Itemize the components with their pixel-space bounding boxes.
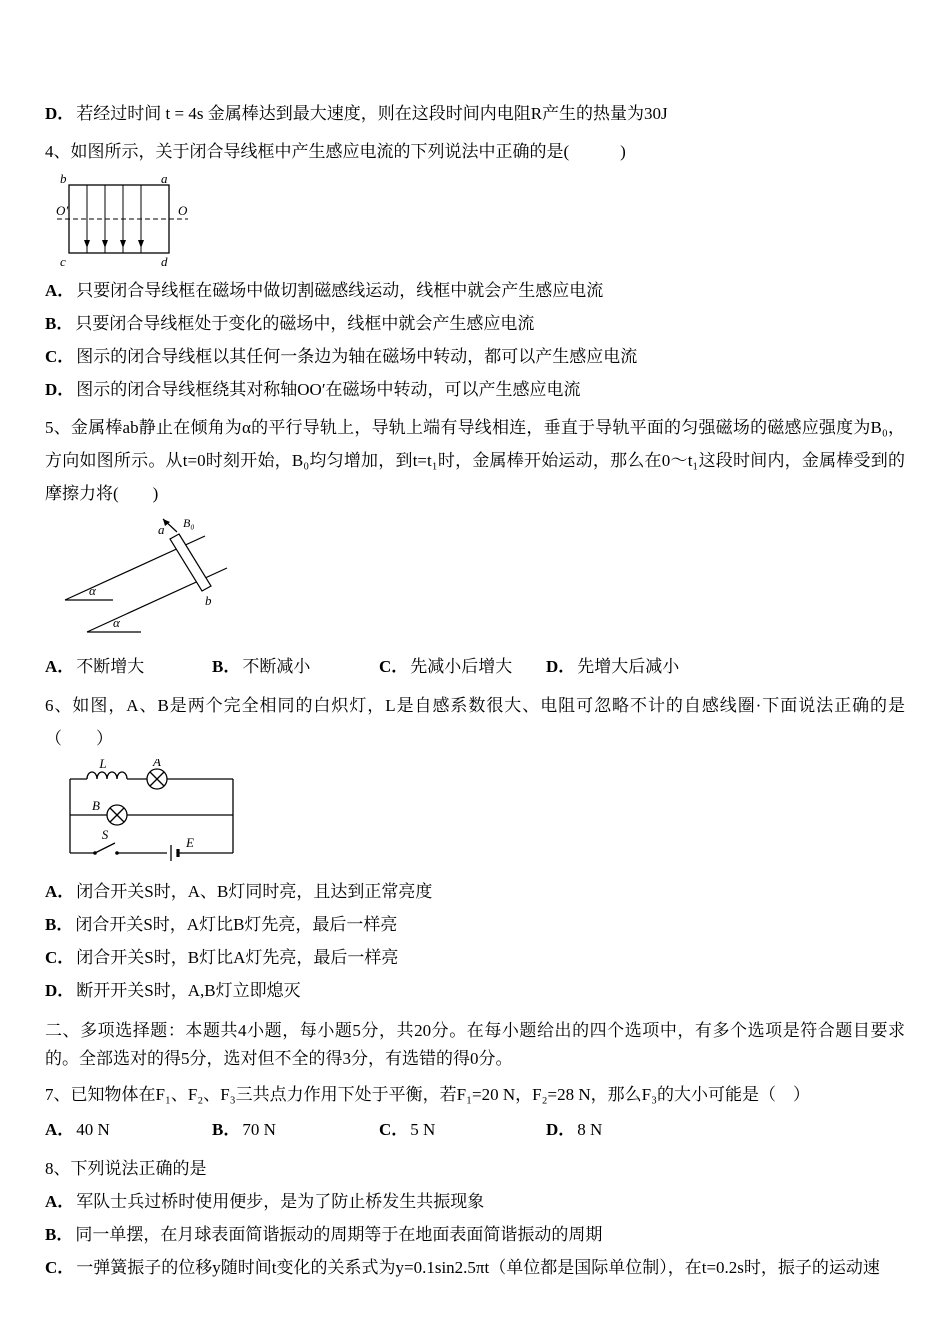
option-label: B． xyxy=(45,314,74,333)
corner-d-label: d xyxy=(161,254,168,268)
field-b0-label: B₀ xyxy=(183,516,195,530)
axis-left-label: O′ xyxy=(56,203,69,218)
inductor-symbol xyxy=(87,772,127,779)
q6-option-c: C． 闭合开关S时，B灯比A灯先亮，最后一样亮 xyxy=(45,948,399,967)
carry-option-d xyxy=(45,97,905,130)
q8-option-b: B． 同一单摆，在月球表面简谐振动的周期等于在地面表面简谐振动的周期 xyxy=(45,1225,603,1244)
q5-option-c: C． 先减小后增大 xyxy=(379,657,513,676)
q7-option-a: A． 40 N xyxy=(45,1120,110,1139)
q7-option-c: C． 5 N xyxy=(379,1120,436,1139)
q4-option-c xyxy=(45,340,905,373)
rod-end-a-label: a xyxy=(158,522,165,537)
q7-options xyxy=(45,1113,905,1147)
q6-stem: 6、如图，A、B是两个完全相同的白炽灯，L是自感系数很大、电阻可忽略不计的自感线圈·下面说法正确的是（ ） xyxy=(45,696,905,748)
axis-right-label: O xyxy=(178,203,188,218)
option-text: 只要闭合导线框处于变化的磁场中，线框中就会产生感应电流 xyxy=(75,314,535,333)
lamp-b-symbol xyxy=(107,805,127,825)
q5-option-d: D． 先增大后减小 xyxy=(546,657,680,676)
q5-option-a: A． 不断增大 xyxy=(45,657,145,676)
corner-b-label: b xyxy=(60,172,67,186)
option-label: D． xyxy=(45,104,75,123)
lamp-a-label: A xyxy=(153,759,161,769)
switch-s-label: S xyxy=(101,827,109,842)
q6-option-b: B． 闭合开关S时，A灯比B灯先亮，最后一样亮 xyxy=(45,915,398,934)
q8-option-c: C． 一弹簧振子的位移y随时间t变化的关系式为y=0.1sin2.5πt（单位都是国际单位制），在t=0.2s时，振子的运动速 xyxy=(45,1258,880,1277)
inductor-l-label: L xyxy=(99,759,107,771)
option-label: D． xyxy=(45,380,75,399)
corner-c-label: c xyxy=(60,254,66,268)
q7-option-d: D． 8 N xyxy=(546,1120,603,1139)
lamp-b-label: B xyxy=(92,798,100,813)
option-label: A． xyxy=(45,281,75,300)
rod-end-b-label: b xyxy=(205,593,212,608)
inclined-rail-diagram xyxy=(55,514,255,644)
angle-alpha-label-2: α xyxy=(113,615,120,630)
battery-e-label: E xyxy=(186,835,194,850)
q5-option-b: B． 不断减小 xyxy=(212,657,311,676)
lamp-a-symbol xyxy=(147,769,167,789)
wire-frame-diagram xyxy=(55,172,190,268)
switch-blade xyxy=(95,843,115,853)
circuit-diagram xyxy=(55,759,255,869)
corner-a-label: a xyxy=(161,172,168,186)
q4-option-d xyxy=(45,373,905,406)
q8-option-a: A． 军队士兵过桥时使用便步，是为了防止桥发生共振现象 xyxy=(45,1192,485,1211)
q7-option-b: B． 70 N xyxy=(212,1120,276,1139)
q4-stem: 4、如图所示，关于闭合导线框中产生感应电流的下列说法中正确的是( ) xyxy=(45,142,626,161)
option-text: 只要闭合导线框在磁场中做切割磁感线运动，线框中就会产生感应电流 xyxy=(76,281,604,300)
q4-option-b xyxy=(45,307,905,340)
option-text: 若经过时间 t = 4s 金属棒达到最大速度，则在这段时间内电阻R产生的热量为30J xyxy=(76,104,668,123)
section-2-header: 二、多项选择题：本题共4小题，每小题5分，共20分。在每小题给出的四个选项中，有多个选项是符合题目要求的。全部选对的得5分，选对但不全的得3分，有选错的得0分。 xyxy=(45,1021,905,1068)
angle-alpha-label-1: α xyxy=(89,583,96,598)
q5-stem: 5、金属棒ab静止在倾角为α的平行导轨上，导轨上端有导线相连，垂直于导轨平面的匀强磁场的磁感应强度为B₀，方向如图所示。从t=0时刻开始，B₀均匀增加，到t=t₁时，金属棒开始运动，那么在0～t₁这段时间内，金属棒受到的摩擦力将( ) xyxy=(45,418,905,503)
q5-options xyxy=(45,650,905,684)
q4-figure xyxy=(55,172,905,268)
q6-option-a: A． 闭合开关S时，A、B灯同时亮，且达到正常亮度 xyxy=(45,882,433,901)
q4-option-a xyxy=(45,274,905,307)
option-text: 图示的闭合导线框绕其对称轴OO′在磁场中转动，可以产生感应电流 xyxy=(76,380,581,399)
q7-stem: 7、已知物体在F₁、F₂、F₃三共点力作用下处于平衡，若F₁=20 N，F₂=28 N，那么F₃的大小可能是（ ） xyxy=(45,1085,811,1104)
switch-pivot-dot xyxy=(93,851,97,855)
option-label: C． xyxy=(45,347,75,366)
switch-contact-dot xyxy=(115,851,119,855)
q6-option-d: D． 断开开关S时，A,B灯立即熄灭 xyxy=(45,981,301,1000)
q6-figure xyxy=(55,759,905,869)
field-line-arrowheads xyxy=(84,240,144,248)
q5-figure xyxy=(55,514,905,644)
option-text: 图示的闭合导线框以其任何一条边为轴在磁场中转动，都可以产生感应电流 xyxy=(76,347,638,366)
q8-stem: 8、下列说法正确的是 xyxy=(45,1159,207,1178)
